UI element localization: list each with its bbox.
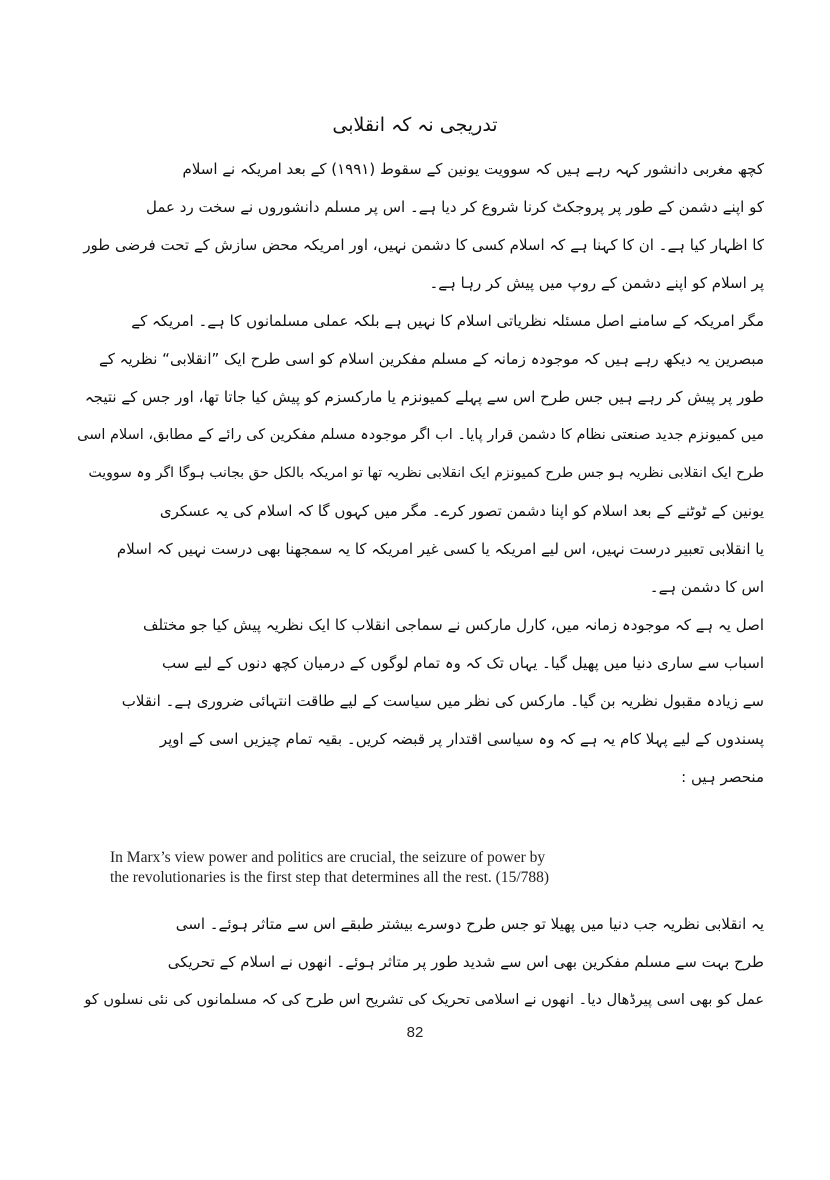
- page-title: تدریجی نہ کہ انقلابی: [332, 114, 498, 136]
- paragraph-2-line-3: طور پر پیش کر رہے ہیں جس طرح اس سے پہلے کمیونزم یا مارکسزم کو پیش کیا جاتا تھا، اور جس کے نتیجہ: [84, 388, 764, 406]
- urdu-body-continued: [72, 905, 764, 1019]
- paragraph-3-line-5: منحصر ہیں :: [681, 768, 764, 786]
- paragraph-2-line-1: مگر امریکہ کے سامنے اصل مسئلہ نظریاتی اسلام کا نہیں ہے بلکہ عملی مسلمانوں کا ہے۔ امریکہ کے: [131, 312, 764, 330]
- paragraph-1-line-4: پر اسلام کو اپنے دشمن کے روپ میں پیش کر رہا ہے۔: [429, 274, 764, 292]
- paragraph-3-line-3: سے زیادہ مقبول نظریہ بن گیا۔ مارکس کی نظر میں سیاست کے لیے طاقت انتہائی ضروری ہے۔ انقلاب: [121, 692, 764, 710]
- quote-line-1: In Marx’s view power and politics are crucial, the seizure of power by: [110, 849, 546, 866]
- paragraph-2-line-8: اس کا دشمن ہے۔: [649, 578, 764, 596]
- paragraph-4-line-1: یہ انقلابی نظریہ جب دنیا میں پھیلا تو جس طرح دوسرے بیشتر طبقے اس سے متاثر ہوئے۔ اسی: [175, 915, 764, 933]
- urdu-body: [72, 150, 764, 796]
- paragraph-2-line-4: میں کمیونزم جدید صنعتی نظام کا دشمن قرار پایا۔ اب اگر موجودہ مسلم مفکرین کی رائے کے مطابق، اسلام اسی: [77, 427, 764, 443]
- paragraph-3-line-2: اسباب سے ساری دنیا میں پھیل گیا۔ یہاں تک کہ وہ تمام لوگوں کے درمیان کچھ دنوں کے لیے سب: [161, 654, 764, 672]
- paragraph-2-line-6: یونین کے ٹوٹنے کے بعد اسلام کو اپنا دشمن تصور کرے۔ مگر میں کہوں گا کہ اسلام کی یہ عسکری: [159, 502, 764, 520]
- paragraph-2-line-5: طرح ایک انقلابی نظریہ ہو جس طرح کمیونزم ایک انقلابی نظریہ تھا تو امریکہ بالکل حق بجانب ہوگا اگر وہ سوویت: [88, 465, 764, 481]
- paragraph-4-line-2: طرح بہت سے مسلم مفکرین بھی اس سے شدید طور پر متاثر ہوئے۔ انھوں نے اسلام کے تحریکی: [167, 953, 764, 971]
- paragraph-2-line-7: یا انقلابی تعبیر درست نہیں، اس لیے امریکہ یا کسی غیر امریکہ کا یہ سمجھنا بھی درست نہیں کہ اسلام: [116, 540, 764, 558]
- quote-line-2: the revolutionaries is the first step that determines all the rest. (15/788): [110, 869, 550, 886]
- paragraph-4-line-3: عمل کو بھی اسی پیرڈھال دیا۔ انھوں نے اسلامی تحریک کی تشریح اس طرح کی کہ مسلمانوں کی نئی نسلوں کو: [84, 992, 764, 1008]
- english-quote: [110, 848, 730, 888]
- paragraph-1-line-3: کا اظہار کیا ہے۔ ان کا کہنا ہے کہ اسلام کسی کا دشمن نہیں، اور امریکہ محض سازش کے تحت فرضی طور: [83, 236, 764, 254]
- paragraph-1-line-1: کچھ مغربی دانشور کہہ رہے ہیں کہ سوویت یونین کے سقوط (۱۹۹۱) کے بعد امریکہ نے اسلام: [182, 160, 764, 178]
- paragraph-3-line-4: پسندوں کے لیے پہلا کام یہ ہے کہ وہ سیاسی اقتدار پر قبضہ کریں۔ بقیہ تمام چیزیں اسی کے اوپر: [159, 730, 764, 748]
- paragraph-1-line-2: کو اپنے دشمن کے طور پر پروجکٹ کرنا شروع کر دیا ہے۔ اس پر مسلم دانشوروں نے سخت رد عمل: [146, 198, 764, 216]
- paragraph-3-line-1: اصل یہ ہے کہ موجودہ زمانہ میں، کارل مارکس نے سماجی انقلاب کا ایک نظریہ پیش کیا جو مختلف: [142, 616, 764, 634]
- page-number: 82: [406, 1024, 424, 1041]
- paragraph-2-line-2: مبصرین یہ دیکھ رہے ہیں کہ موجودہ زمانہ کے مسلم مفکرین اسلام کو اسی طرح ایک ”انقلابی“ نظریہ کے: [98, 350, 764, 368]
